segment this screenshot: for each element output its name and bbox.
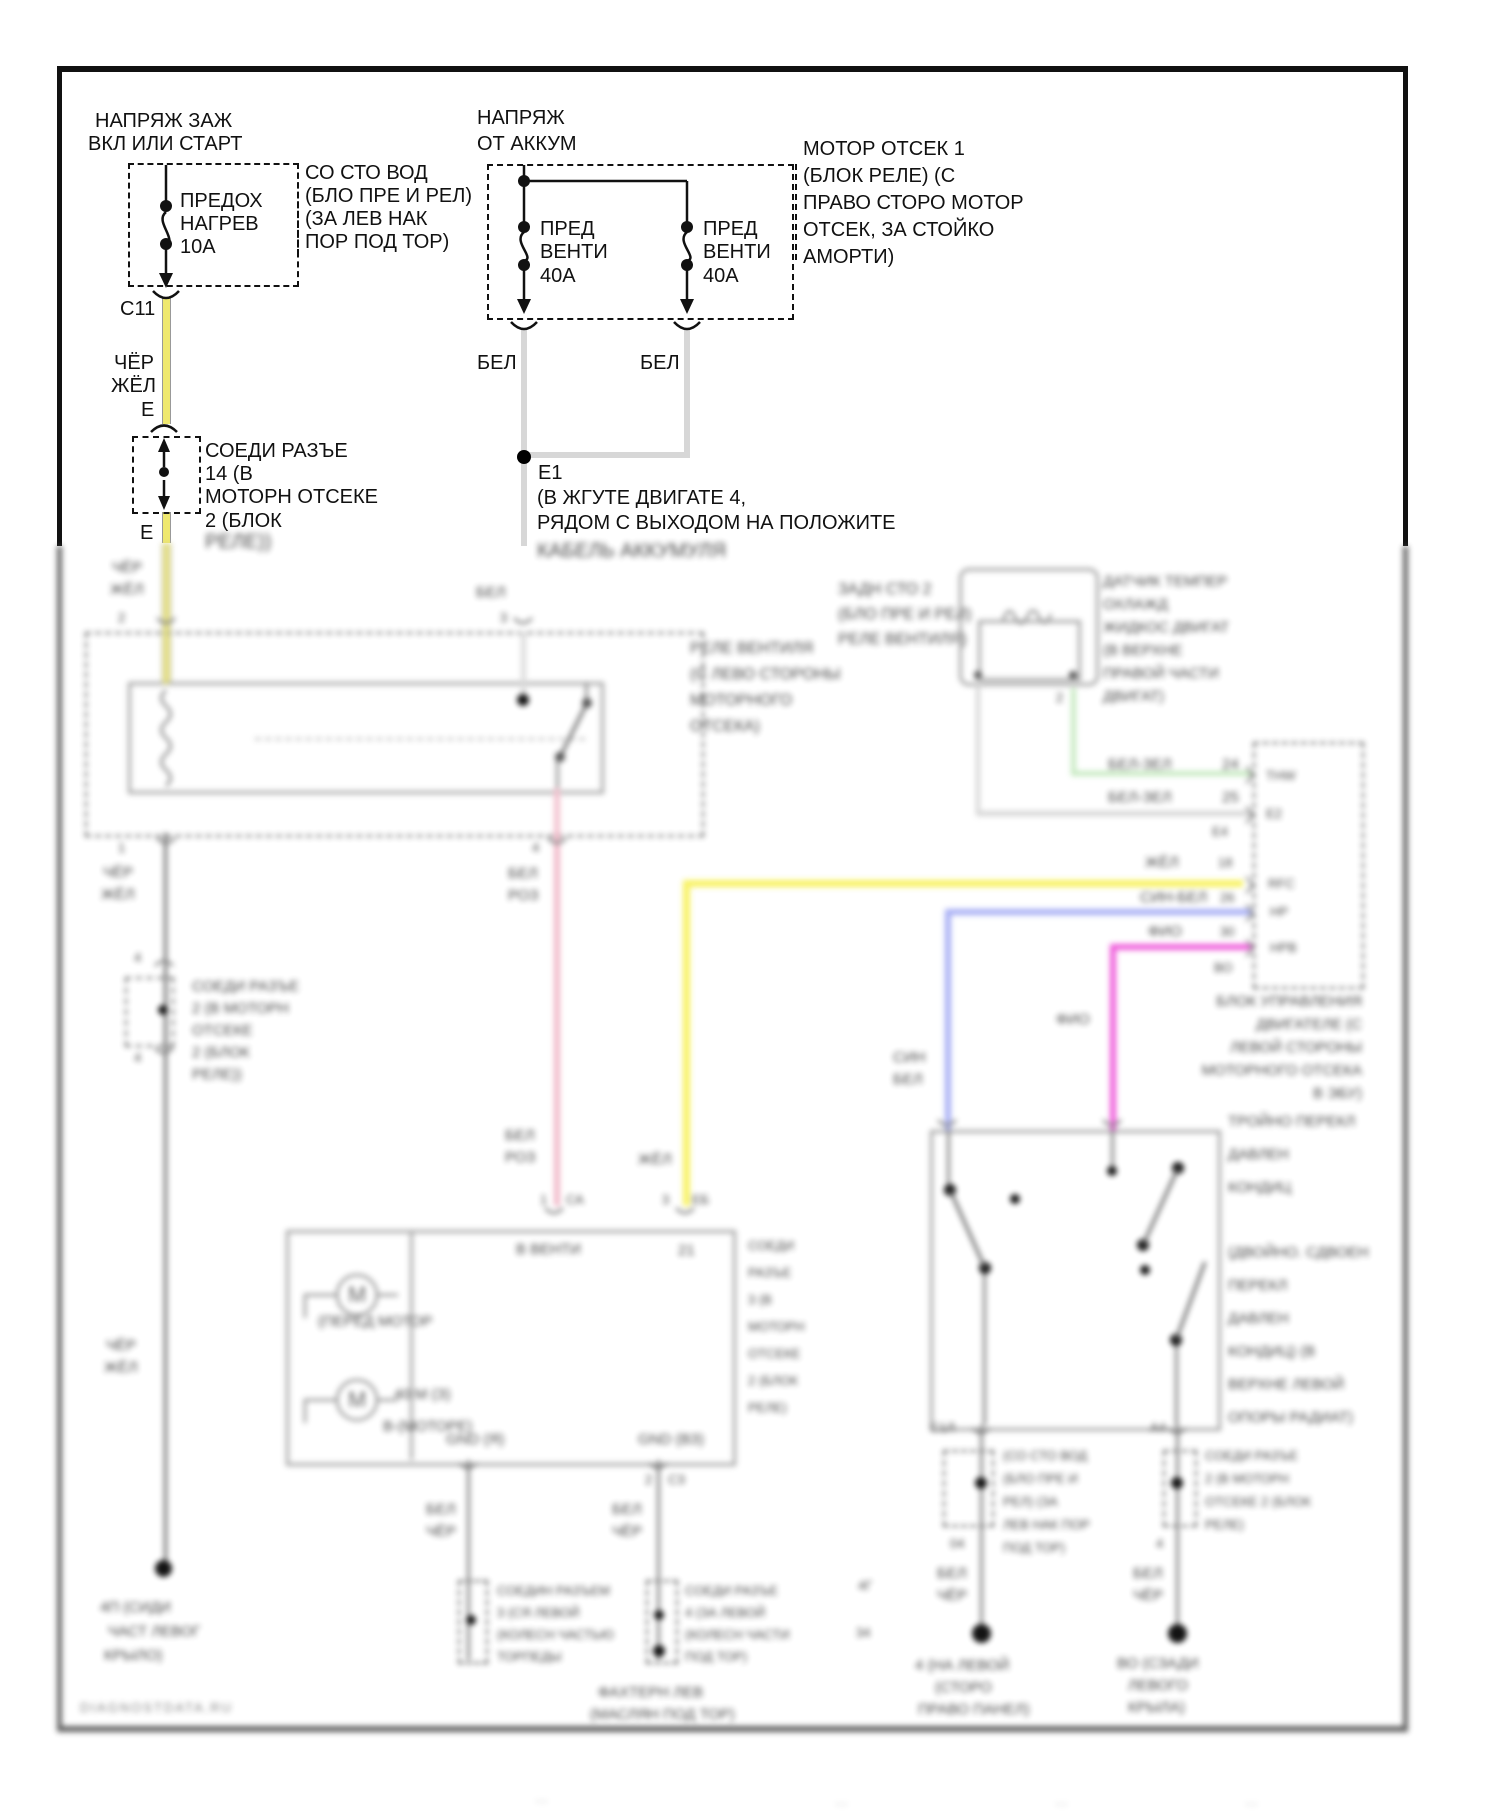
sw-note-4: (ДВОЙНО. СДВОЕН (1228, 1244, 1369, 1261)
motor-top-1: В ВЕНТИ (516, 1241, 581, 1258)
yl1: ЖЁЛ (638, 1151, 672, 1168)
motor-top-2: 21 (678, 1242, 695, 1259)
mw-left-conn-1: СОЕДИН РАЗЪЕМ (497, 1583, 611, 1598)
watermark: DIAGNOSTDATA.RU (80, 1700, 234, 1715)
mr-col-6: 2 (БЛОК (748, 1373, 798, 1388)
footer-mark-2: ··· (835, 1796, 848, 1811)
lw3-1: ЧЁР (106, 1337, 137, 1354)
relay-noteB-3: РЕЛЕ ВЕНТИЛЯ) (838, 631, 967, 648)
sensor-note-1: ДАТЧИК ТЕМПЕР (1103, 573, 1228, 590)
right-note-5: АМОРТИ) (803, 246, 895, 268)
ecu-small-fio: ФИО (1148, 923, 1182, 940)
fuse-fan1-label-1: ПРЕД (540, 218, 595, 240)
pk1-2: РОЗ (508, 887, 539, 904)
bel-label-1: БЕЛ (477, 352, 517, 374)
mw-right-conn-3: (КОЛЕСН ЧАСТИ (685, 1627, 790, 1642)
fuse-fan1-label-2: ВЕНТИ (540, 241, 608, 263)
blue-lbl-1: СИН (893, 1049, 926, 1066)
sensor-pin: 2 (1056, 690, 1064, 705)
wire-color-label-2: ЖЁЛ (111, 375, 156, 397)
gnd-lbl2: GND (ВЗ) (638, 1431, 705, 1448)
sw-right-lbl-1: БЕЛ (1133, 1565, 1163, 1582)
sensor-note-6: ДВИГАТ) (1103, 688, 1165, 705)
sw-left-conn-1: (СО СТО ВОД (1003, 1448, 1088, 1463)
ignition-voltage-label-2: ВКЛ ИЛИ СТАРТ (88, 133, 243, 155)
sw-left-lbl-2: ЧЁР (937, 1587, 968, 1604)
sw-note-3: КОНДИЦ (1228, 1179, 1292, 1196)
footer-mark-3: ··· (1055, 1796, 1068, 1811)
ecu-small-sinbel: СИН-БЕЛ (1140, 889, 1208, 906)
ecu-pin-thw: THW (1266, 768, 1296, 783)
right-note-1: МОТОР ОТСЕК 1 (803, 138, 965, 160)
sw-right-conn-2: 2 (В МОТОРН (1205, 1471, 1289, 1486)
relay-pin-1: 1 (118, 840, 126, 855)
connector-c11-label: С11 (120, 298, 156, 320)
sw-note-2: ДАВЛЕН (1228, 1146, 1289, 1163)
mr-col-2: РАЗЪЕ (748, 1265, 792, 1280)
relay-noteA-2: (С ЛЕВО СТОРОНЫ (690, 666, 841, 683)
ecu-note-4: МОТОРНОГО ОТСЕКА (1201, 1062, 1362, 1079)
ecu-note-1: БЛОК УПРАВЛЕНИЯ (1216, 993, 1362, 1010)
sw-left-lbl-1: БЕЛ (937, 1565, 967, 1582)
sw-right-gnd-1: ВО (СЗАДИ (1117, 1655, 1199, 1672)
conn2-4: 2 (БЛОК (192, 1044, 250, 1061)
relay-noteA-4: ОТСЕКА) (690, 718, 760, 735)
yl-pin-1: 3 (662, 1192, 670, 1207)
blue-lbl-2: БЕЛ (893, 1071, 923, 1088)
lw2-1: ЧЁР (103, 864, 134, 881)
conn2-pin-top: 4 (134, 950, 142, 965)
fuse-fan2-label-3: 40А (703, 265, 739, 287)
conn2-5: РЕЛЕ)) (192, 1066, 242, 1083)
sw-left-conn-4: ЛЕВ НАК ПОР (1003, 1517, 1090, 1532)
fuse-fan2-label-2: ВЕНТИ (703, 241, 771, 263)
mw-right-pin-1: 2 (645, 1472, 653, 1487)
sw-note-9: ОПОРЫ РАДИАТ) (1228, 1409, 1354, 1426)
mw-left-conn-3: (КОЛЕСН ЧАСТЬЮ (497, 1627, 614, 1642)
relay-noteA-1: РЕЛЕ ВЕНТИЛЯ (690, 640, 814, 657)
relay-noteB-1: ЗАДН СТО 2 (838, 581, 932, 598)
sw-left-conn-5: ПОД ТОР) (1003, 1540, 1066, 1555)
mr-col-7: РЕЛЕ) (748, 1400, 787, 1415)
ecu-pin-hp: HP (1270, 904, 1289, 919)
lw2-2: ЖЁЛ (101, 886, 135, 903)
bel3: БЕЛ (476, 584, 506, 601)
mw-left-conn-2: 3 (СЯ ЛЕВОЙ (497, 1605, 580, 1620)
ecu-note-2: ДВИГАТЕЛЕ (С (1256, 1016, 1362, 1033)
mr-col-1: СОЕДИ (748, 1238, 795, 1253)
splice-note-5: РЕЛЕ)) (205, 531, 272, 553)
pk1-1: БЕЛ (508, 865, 538, 882)
ecu-small-30: 30 (1220, 924, 1235, 939)
battery-voltage-label-1: НАПРЯЖ (477, 107, 565, 129)
relay-pin-3: 3 (500, 610, 508, 625)
mw-right-lbl-2: ЧЁР (612, 1523, 643, 1540)
mw-right-conn-1: СОЕДИ РАЗЪЕ (685, 1583, 778, 1598)
gnd-left-1: 4П (СИДИ (100, 1599, 171, 1616)
splice-e-label-top: Е (141, 399, 155, 421)
sw-right-conn-4: РЕЛЕ) (1205, 1517, 1244, 1532)
relay-pin-4: 4 (532, 840, 540, 855)
sw-note-7: КОНДИЦ) (В (1228, 1343, 1316, 1360)
sw-note-8: ВЕРХНЕ ЛЕВОЙ (1228, 1376, 1345, 1393)
e1-note-3: КАБЕЛЬ АККУМУЛЯ (537, 540, 727, 562)
mw-left-conn-4: ТОРПЕДЫ (497, 1649, 562, 1664)
e1-note-1: (В ЖГУТЕ ДВИГАТЕ 4, (537, 487, 746, 509)
sw-right-gnd-2: ЛЕВОГО (1128, 1677, 1188, 1694)
footer-mark-4: ··· (1245, 1796, 1258, 1811)
sw-right-gnd-3: КРЫЛА) (1128, 1699, 1185, 1716)
right-note-2: (БЛОК РЕЛЕ) (С (803, 165, 956, 187)
grn2-1: БЕЛ-ЗЕЛ (1108, 789, 1172, 806)
mw-right-conn-2: 4 (ЗА ЛЕВОЙ (685, 1605, 766, 1620)
pk2-1: БЕЛ (505, 1127, 535, 1144)
splice-note-1: СОЕДИ РАЗЪЕ (205, 440, 348, 462)
ecu-small-26: 26 (1220, 890, 1235, 905)
sw-left-gnd-3: ПРАВО ПАНЕЛ) (918, 1701, 1030, 1718)
grn1-1: БЕЛ-ЗЕЛ (1108, 756, 1172, 773)
sw-left-pin-bot: 04 (950, 1536, 965, 1551)
ecu-pin-e2: Е2 (1266, 806, 1282, 821)
ecu-small-zhel: ЖЁЛ (1145, 854, 1179, 871)
ecu-pin-hpb: HPB (1270, 940, 1297, 955)
mr-col-3: 3 (В (748, 1292, 772, 1307)
motor2-symbol: М (348, 1387, 367, 1412)
conn2-3: ОТСЕКЕ (192, 1022, 253, 1039)
gnd-left-2: ЧАСТ ЛЕВОГ (108, 1623, 201, 1640)
mw-bottom-2: (МАСЛЯН ПОД ТОР) (590, 1706, 735, 1723)
sw-left-gnd-2: (СТОРО (935, 1679, 992, 1696)
lw1-1: ЧЁР (112, 559, 143, 576)
sw-right-conn-3: ОТСЕКЕ 2 (БЛОК (1205, 1494, 1311, 1509)
ecu-small-vo: ВО (1214, 960, 1233, 975)
fuse-heater-label-2: НАГРЕВ (180, 213, 259, 235)
footer-mark-1: ··· (535, 1793, 548, 1808)
ecu-small-18: 18 (1218, 855, 1233, 870)
mag-lbl: ФИО (1056, 1011, 1090, 1028)
sw-left-gnd-1: 4 (НА ЛЕВОЙ (915, 1657, 1010, 1674)
m2-lbl1: 40 М (З) (394, 1386, 451, 1403)
mw-right-lbl-1: БЕЛ (612, 1501, 642, 1518)
e1-label: Е1 (538, 462, 563, 484)
sw-note-6: ДАВЛЕН (1228, 1310, 1289, 1327)
right-note-3: ПРАВО СТОРО МОТОР (803, 192, 1024, 214)
sw-left-conn-3: РЕЛ) (ЗА (1003, 1494, 1058, 1509)
yl-pin-2: ЕБ (692, 1192, 710, 1207)
sw-note-1: ТРОЙНО ПЕРЕКЛ (1228, 1113, 1356, 1130)
stray-2: 34 (856, 1625, 871, 1640)
right-note-4: ОТСЕК, ЗА СТОЙКО (803, 219, 995, 241)
left-note-1: СО СТО ВОД (305, 162, 428, 184)
mr-col-5: ОТСЕКЕ (748, 1346, 801, 1361)
conn2-pin-bot: 4 (134, 1050, 142, 1065)
m2-lbl2: В-(МОТОРЕ) (383, 1418, 473, 1435)
fuse-fan2-label-1: ПРЕД (703, 218, 758, 240)
splice-note-2: 14 (В (205, 463, 253, 485)
sw-right-lbl-2: ЧЁР (1133, 1587, 1164, 1604)
sensor-note-2: ОХЛАЖД (1103, 596, 1168, 613)
pk-pin-2: СА (566, 1192, 584, 1207)
wire-color-label-1: ЧЁР (114, 352, 155, 374)
m1-lbl: (ПЕРЕД МОТОР (318, 1313, 433, 1330)
mw-left-lbl-2: ЧЁР (426, 1523, 457, 1540)
sw-right-pin-bot: 4 (1156, 1536, 1164, 1551)
sw-note-5: ПЕРЕКЛ (1228, 1277, 1288, 1294)
ecu-note-5: В ЭБУ) (1313, 1085, 1362, 1102)
fuse-fan1-label-3: 40А (540, 265, 576, 287)
sensor-note-5: ПРАВОЙ ЧАСТИ (1103, 665, 1219, 682)
pk2-2: РОЗ (505, 1149, 536, 1166)
ecu-note-3: ЛЕВОЙ СТОРОНЫ (1230, 1039, 1362, 1056)
lw1-2: ЖЁЛ (110, 581, 144, 598)
splice-e-label-bottom: Е (140, 522, 154, 544)
left-note-3: (ЗА ЛЕВ НАК (305, 208, 428, 230)
e1-note-2: РЯДОМ С ВЫХОДОМ НА ПОЛОЖИТЕ (537, 512, 896, 534)
mw-right-pin-2: СЗ (668, 1472, 686, 1487)
ignition-voltage-label-1: НАПРЯЖ ЗАЖ (95, 110, 233, 132)
splice-note-3: МОТОРН ОТСЕКЕ (205, 486, 378, 508)
stray-1: 4Г (858, 1578, 873, 1593)
battery-voltage-label-2: ОТ АККУМ (477, 133, 577, 155)
bel-label-2: БЕЛ (640, 352, 680, 374)
mr-col-4: МОТОРН (748, 1319, 805, 1334)
relay-noteA-3: МОТОРНОГО (690, 692, 793, 709)
left-note-4: ПОР ПОД ТОР) (305, 231, 450, 253)
gnd-left-3: КРЫЛО) (104, 1647, 163, 1664)
lw3-2: ЖЁЛ (104, 1359, 138, 1376)
mw-bottom-1: ФАХТЕРН ЛЕВ (598, 1684, 704, 1701)
sw-right-conn-1: СОЕДИ РАЗЪЕ (1205, 1448, 1298, 1463)
conn2-1: СОЕДИ РАЗЪЕ (192, 978, 300, 995)
left-note-2: (БЛО ПРЕ И РЕЛ) (305, 185, 473, 207)
pk-pin-1: 1 (540, 1192, 548, 1207)
conn2-2: 2 (В МОТОРН (192, 1000, 289, 1017)
grn2-2: 25 (1222, 789, 1239, 806)
fuse-heater-label-1: ПРЕДОХ (180, 190, 263, 212)
relay-pin-2: 2 (118, 610, 126, 625)
sensor-note-3: ЖИДКОС ДВИГАТ (1103, 619, 1230, 636)
sw-left-pin-top: С1Л (930, 1420, 956, 1435)
ecu-small-e4: Е4 (1212, 824, 1228, 839)
relay-noteB-2: (БЛО ПРЕ И РЕЛ) (838, 606, 972, 623)
sw-left-conn-2: (БЛО ПРЕ И (1003, 1471, 1078, 1486)
sw-right-pin-top: А4 (1150, 1420, 1166, 1435)
fuse-heater-label-3: 10А (180, 236, 216, 258)
gnd-lbl1: GND (Я) (446, 1431, 505, 1448)
splice-note-4: 2 (БЛОК (205, 510, 282, 532)
grn1-2: 24 (1222, 756, 1239, 773)
ecu-pin-rfc: RFC (1268, 876, 1295, 891)
motor1-symbol: М (348, 1282, 367, 1307)
sensor-note-4: (В ВЕРХНЕ (1103, 642, 1183, 659)
mw-right-conn-4: ПОД ТОР) (685, 1649, 748, 1664)
mw-left-lbl-1: БЕЛ (426, 1501, 456, 1518)
